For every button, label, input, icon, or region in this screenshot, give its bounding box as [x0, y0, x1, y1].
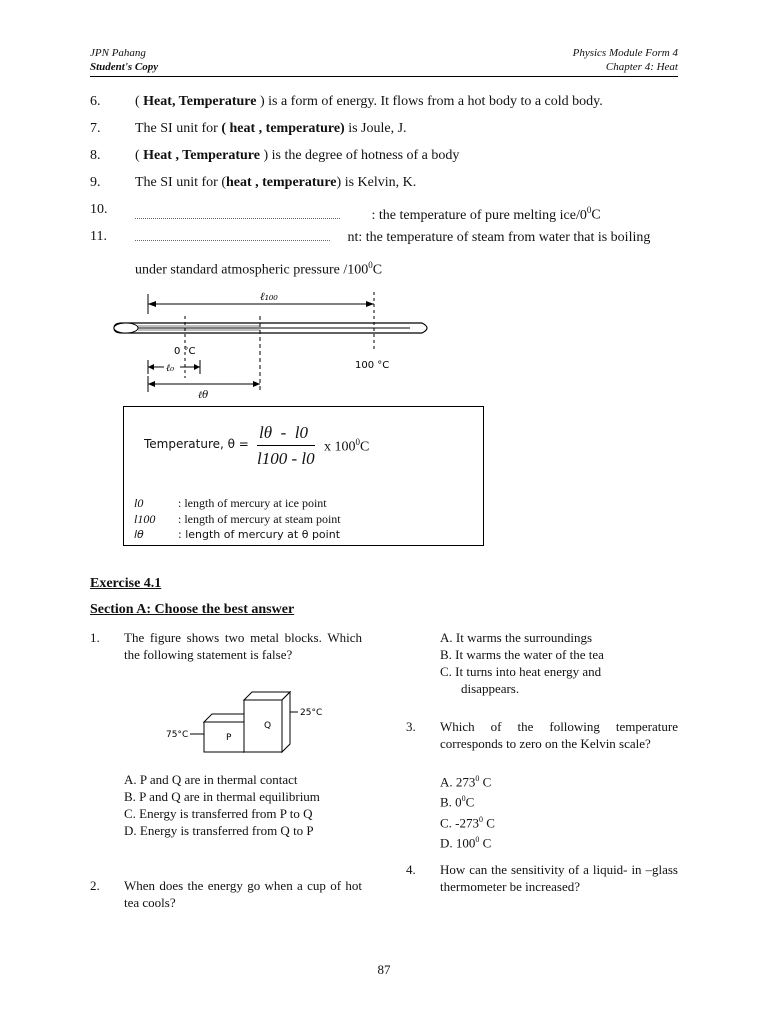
question-1: 1. The figure shows two metal blocks. Which the following statement is false? — [90, 630, 362, 662]
option-a[interactable]: A. P and Q are in thermal contact — [124, 772, 298, 787]
legend-row: l0 : length of mercury at ice point — [134, 496, 327, 510]
formula-lhs: Temperature, θ = — [144, 437, 249, 451]
section-title: Section A: Choose the best answer — [90, 602, 295, 617]
answer-blank[interactable] — [135, 228, 330, 241]
arrowhead-left-icon — [148, 381, 155, 387]
option-d[interactable]: D. Energy is transferred from Q to P — [124, 823, 314, 838]
question-3-options — [440, 770, 678, 851]
option-a[interactable]: A. It warms the surroundings — [440, 630, 593, 645]
arrowhead-right-icon — [366, 301, 374, 307]
formula-rhs: x $100^0C$ — [324, 437, 370, 455]
label-p: P — [226, 733, 232, 743]
label-0c: 0 °C — [174, 346, 196, 357]
ltheta-label: ℓθ — [198, 390, 209, 400]
block-q — [244, 700, 282, 752]
block-p — [204, 722, 244, 752]
temp-q-label: 25°C — [300, 708, 323, 718]
header-left — [90, 46, 158, 74]
option-b[interactable]: B. It warms the water of the tea — [440, 647, 604, 662]
option-b[interactable]: B. P and Q are in thermal equilibrium — [124, 789, 320, 804]
question-4-text: How can the sensitivity of a liquid- in –glass thermometer be increased? — [440, 862, 678, 894]
denominator: l100 - l0 — [257, 449, 315, 468]
header-chapter: Chapter 4: Heat — [605, 61, 678, 73]
header-copy: Student's Copy — [90, 61, 159, 73]
option-c-continued: disappears. — [461, 681, 520, 696]
option-a[interactable]: A. $273^0$ C — [440, 774, 492, 790]
arrowhead-left-icon — [148, 301, 156, 307]
option-b[interactable]: B. $0^0C$ — [440, 794, 475, 810]
metal-blocks-figure — [160, 690, 340, 762]
header-school: JPN Pahang — [90, 47, 146, 59]
question-2-text: When does the energy go when a cup of hot tea cools? — [124, 878, 362, 910]
option-c[interactable]: C. Energy is transferred from P to Q — [124, 806, 313, 821]
question-1-text: The figure shows two metal blocks. Which the following statement is false? — [124, 630, 362, 662]
page-number: 87 — [377, 962, 391, 977]
temp-p-label: 75°C — [166, 730, 189, 740]
arrowhead-left-icon — [148, 364, 154, 370]
l0-label: ℓ₀ — [166, 363, 175, 374]
exercise-title: Exercise 4.1 — [90, 576, 162, 591]
label-100c: 100 °C — [355, 360, 390, 371]
option-d[interactable]: D. $100^0$ C — [440, 834, 492, 851]
numerator: lθ - l0 — [259, 423, 308, 442]
arrowhead-right-icon — [194, 364, 200, 370]
question-2: 2. When does the energy go when a cup of hot tea cools? — [90, 878, 362, 910]
option-c[interactable]: C. It turns into heat energy and — [440, 664, 602, 679]
option-c[interactable]: C. $-273^0$ C — [440, 814, 495, 830]
thermometer-bulb — [114, 323, 138, 333]
l100-label: ℓ₁₀₀ — [260, 290, 278, 303]
question-1-options — [124, 771, 374, 839]
header-right — [573, 46, 678, 74]
header-rule — [90, 76, 678, 77]
label-q: Q — [264, 721, 272, 731]
question-3: 3. Which of the following temperature corresponds to zero on the Kelvin scale? — [406, 719, 678, 751]
question-2-options — [440, 629, 678, 697]
question-3-text: Which of the following temperature corresponds to zero on the Kelvin scale? — [440, 719, 678, 751]
thermometer-diagram — [110, 286, 440, 400]
arrowhead-right-icon — [253, 381, 260, 387]
legend-row: lθ : length of mercury at θ point — [134, 528, 341, 541]
formula-box — [123, 406, 484, 546]
fraction-bar — [257, 445, 315, 446]
formula-legend — [134, 495, 464, 545]
header-module: Physics Module Form 4 — [572, 47, 678, 59]
legend-row: l100 : length of mercury at steam point — [134, 512, 341, 526]
question-4: 4. How can the sensitivity of a liquid- in –glass thermometer be increased? — [406, 862, 678, 894]
answer-blank[interactable] — [135, 206, 340, 219]
